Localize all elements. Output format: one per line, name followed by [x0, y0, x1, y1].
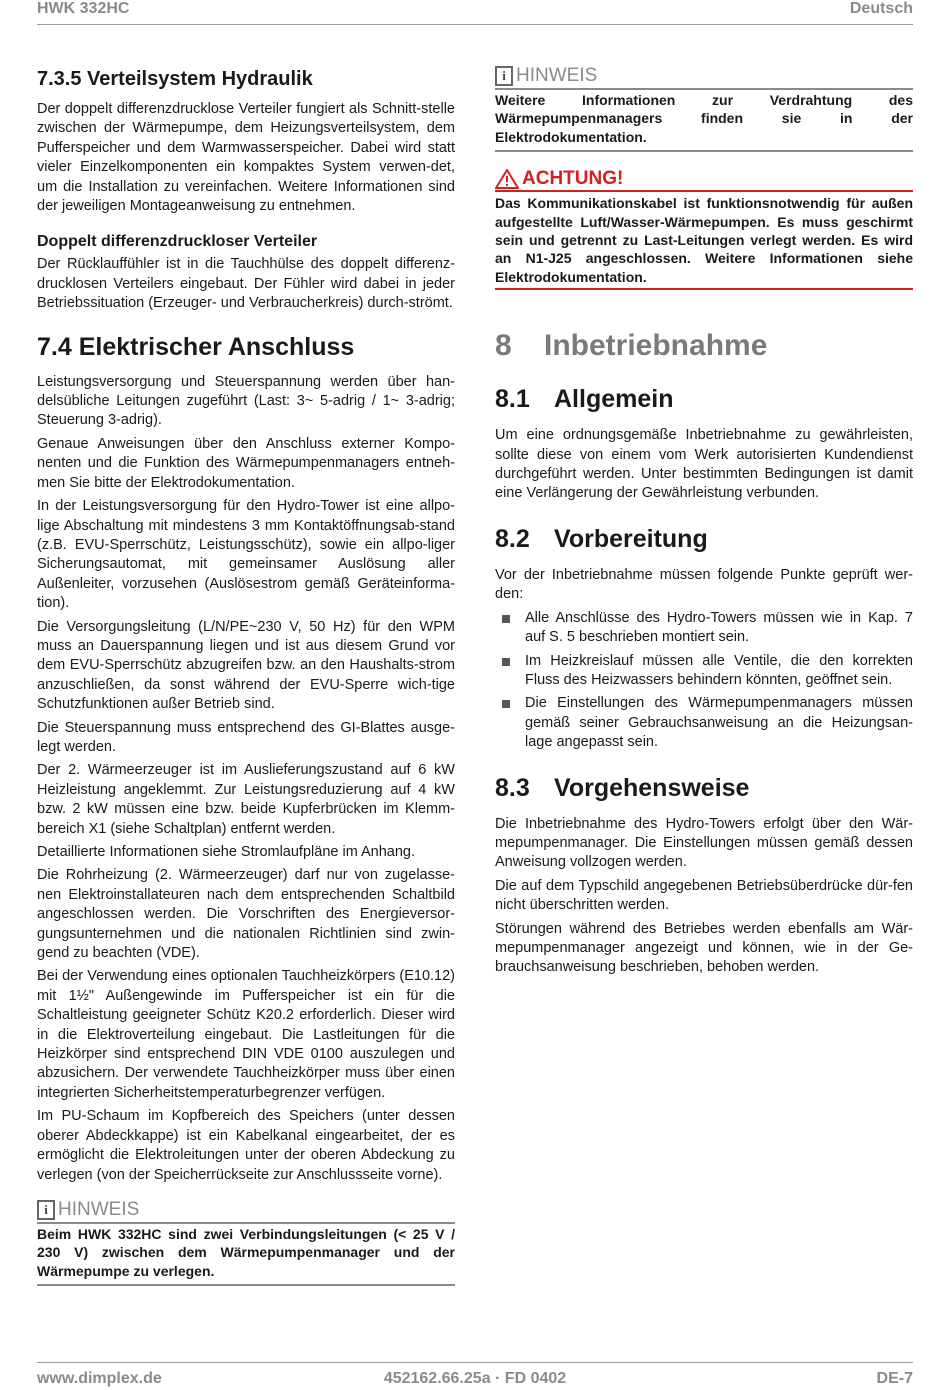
- note-box-connection-lines: [37, 1199, 455, 1286]
- checklist: [495, 609, 913, 753]
- list-item: Im Heizkreislauf müssen alle Ventile, die den korrekten Fluss des Heizwassers behindern könnten, geöffnet sein.: [495, 652, 913, 691]
- note-text: Beim HWK 332HC sind zwei Verbindungsleitungen (< 25 V / 230 V) zwischen dem Wärmepumpenmanager und der Wärmepumpe zu verlegen.: [37, 1225, 455, 1279]
- header-divider: [37, 24, 913, 25]
- section-8-3-paragraph: Die auf dem Typschild angegebenen Betriebsüberdrücke dür-fen nicht überschritten werden.: [495, 877, 913, 914]
- section-title: Vorgehensweise: [554, 773, 750, 802]
- warning-text: Das Kommunikationskabel ist funktionsnotwendig für außen aufgestellte Luft/Wasser-Wärmepumpen. Es muss geschirmt sein und getrennt zu Last-Leitungen verlegt werden. Es wird an N1-J25 angeschlossen. Weitere Informationen siehe Elektrodokumentation.: [495, 195, 913, 285]
- note-box-wiring: [495, 65, 913, 152]
- section-8-1-paragraph: Um eine ordnungsgemäße Inbetriebnahme zu gewährleisten, sollte diese von einem vom Werk autorisierten Kundendienst durchgeführt werden. Unter bestimmten Bedingungen ist damit eine Verlängerung der Gewährleistung verbunden.: [495, 427, 913, 502]
- distributor-paragraph: Der Rücklauffühler ist in die Tauchhülse des doppelt differenz-drucklosen Verteilers eingebaut. Der Fühler wird dabei in jeder Betriebssituation (Erzeuger- und Verbraucherkreis) durch-strömt.: [37, 256, 455, 312]
- list-item: Alle Anschlüsse des Hydro-Towers müssen wie in Kap. 7 auf S. 5 beschrieben montiert sein.: [495, 609, 913, 648]
- warning-box: [495, 168, 913, 290]
- note-title: HINWEIS: [58, 1198, 140, 1220]
- section-8-1-heading: [495, 384, 913, 414]
- note-title: HINWEIS: [516, 65, 598, 86]
- square-bullet-icon: [502, 658, 510, 666]
- section-7-4-paragraph: Bei der Verwendung eines optionalen Tauchheizkörpers (E10.12) mit 1½" Außengewinde im Pufferspeicher ist ein für die Schaltleistung geeigneter Schütz K20.2 erforderlich. Dieser wird in die Elektroverteilung eingebaut. Die Lastleitungen für die Heizkörper sind entsprechend DIN VDE 0100 auszulegen und abzusichern. Der verwendete Tauchheizkörper muss über einen integrierten Sicherheitstemperaturbegrenzer verfügen.: [37, 968, 455, 1101]
- warning-triangle-icon: [495, 169, 519, 189]
- header-language: Deutsch: [849, 0, 913, 17]
- note-text: Weitere Informationen zur Verdrahtung des Wärmepumpenmanagers finden sie in der Elektrodokumentation.: [495, 92, 913, 145]
- info-icon: i: [495, 66, 513, 86]
- footer-page-number: DE-7: [876, 1370, 913, 1387]
- section-7-4-paragraph: Detaillierte Informationen siehe Stromlaufpläne im Anhang.: [37, 844, 416, 860]
- section-7-4-paragraph: Im PU-Schaum im Kopfbereich des Speichers (unter dessen oberer Abdeckkappe) ist ein Kabelkanal eingearbeitet, der es ermöglicht die Elektroleitungen unter der oberen Abdeckung zu verlegen (von der Speicherrückseite zur Anschlussseite vorne).: [37, 1108, 455, 1183]
- section-number: 8.1: [495, 385, 530, 414]
- chapter-number: 8: [495, 329, 512, 363]
- section-7-4-paragraph: Der 2. Wärmeerzeuger ist im Auslieferungszustand auf 6 kW Heizleistung angeklemmt. Zur Leistungsreduzierung auf 4 kW bzw. 2 kW müssen eine bzw. beide Kupferbrücken im Klemm-bereich X1 (siehe Schaltplan) entfernt werden.: [37, 762, 455, 837]
- header-model: HWK 332HC: [37, 0, 130, 17]
- section-7-4-paragraph: Leistungsversorgung und Steuerspannung werden über han-delsübliche Leitungen zugeführt (Last: 3~ 5-adrig / 1~ 3-adrig; Steuerung 3-adrig).: [37, 373, 455, 429]
- section-title: Vorbereitung: [554, 524, 708, 553]
- warning-title: ACHTUNG!: [522, 168, 624, 190]
- section-7-4-paragraph: Die Steuerspannung muss entsprechend des GI-Blattes ausge-legt werden.: [37, 719, 455, 755]
- section-7-4-paragraph: Die Rohrheizung (2. Wärmeerzeuger) darf nur von zugelasse-nen Elektroinstallateuren nach dem entsprechenden Schaltbild angeschlossen werden. Die Vorschriften des Energieversor-gungsunternehmen und die nationalen Richtlinien sind zwin-gend zu beachten (VDE).: [37, 867, 455, 962]
- square-bullet-icon: [502, 615, 510, 623]
- section-7-4-paragraph: Genaue Anweisungen über den Anschluss externer Kompo-nenten und die Funktion des Wärmepumpenmanagers entneh-men Sie bitte der Elektrodokumentation.: [37, 435, 455, 491]
- section-7-4-paragraph: In der Leistungsversorgung für den Hydro-Tower ist eine allpo-lige Abschaltung mit mindestens 3 mm Kontaktöffnungsab-stand (z.B. EVU-Sperrschütz, Leistungsschütz), sowie ein allpo-liger Sicherungsautomat, mit gemeinsamer Auslösung aller Außenleiter, vorzusehen (Auslösestrom gemäß Geräteinforma-tion).: [37, 498, 455, 612]
- list-item: Die Einstellungen des Wärmepumpenmanagers müssen gemäß seiner Gebrauchsanweisung an die Heizungsan-lage angepasst sein.: [495, 694, 913, 752]
- section-8-3-paragraph: Störungen während des Betriebes werden ebenfalls am Wär-mepumpenmanager angezeigt und können, wie in der Ge-brauchsanweisung beschrieben, behoben werden.: [495, 920, 913, 976]
- footer-divider: [37, 1362, 913, 1363]
- section-8-3-heading: [495, 773, 913, 803]
- square-bullet-icon: [502, 700, 510, 708]
- chapter-8-heading: [495, 328, 913, 364]
- section-7-4-heading: 7.4 Elektrischer Anschluss: [37, 332, 355, 361]
- section-title: Allgemein: [554, 385, 674, 414]
- section-7-3-5-paragraph: Der doppelt differenzdrucklose Verteiler fungiert als Schnitt-stelle zwischen der Wärmepumpe, dem Heizungsverteilsystem, dem Pufferspeicher und dem Warmwasserspeicher. Dabei wird statt vieler Einzelkomponenten ein kompaktes System verwen-det, um die Installation zu vereinfachen. Weitere Informationen sind der jeweiligen Montageanweisung zu entnehmen.: [37, 101, 455, 215]
- left-column: [37, 63, 455, 1286]
- right-column: [495, 63, 913, 982]
- footer-website-link[interactable]: www.dimplex.de: [37, 1370, 162, 1387]
- distributor-subheading: Doppelt differenzdruckloser Verteiler: [37, 233, 318, 251]
- section-8-3-paragraph: Die Inbetriebnahme des Hydro-Towers erfolgt über den Wär-mepumpenmanager. Die Einstellungen müssen gemäß dessen Anweisung vollzogen werden.: [495, 815, 913, 871]
- section-8-2-heading: [495, 524, 913, 554]
- section-7-4-paragraph: Die Versorgungsleitung (L/N/PE~230 V, 50 Hz) für den WPM muss an Dauerspannung liegen und ist aus diesem Grund vor dem EVU-Sperrschütz abzugreifen bzw. an den Haushalts-strom anzuschließen, da sonst während der EVU-Sperre wich-tige Schutzfunktionen außer Betrieb sind.: [37, 618, 455, 713]
- section-7-3-5-heading: 7.3.5 Verteilsystem Hydraulik: [37, 68, 313, 90]
- section-number: 8.2: [495, 524, 530, 553]
- section-number: 8.3: [495, 773, 530, 802]
- section-8-2-paragraph: Vor der Inbetriebnahme müssen folgende Punkte geprüft wer-den:: [495, 566, 913, 603]
- footer-doc-number: 452162.66.25a · FD 0402: [383, 1370, 567, 1387]
- info-icon: i: [37, 1200, 55, 1220]
- chapter-title: Inbetriebnahme: [544, 329, 768, 363]
